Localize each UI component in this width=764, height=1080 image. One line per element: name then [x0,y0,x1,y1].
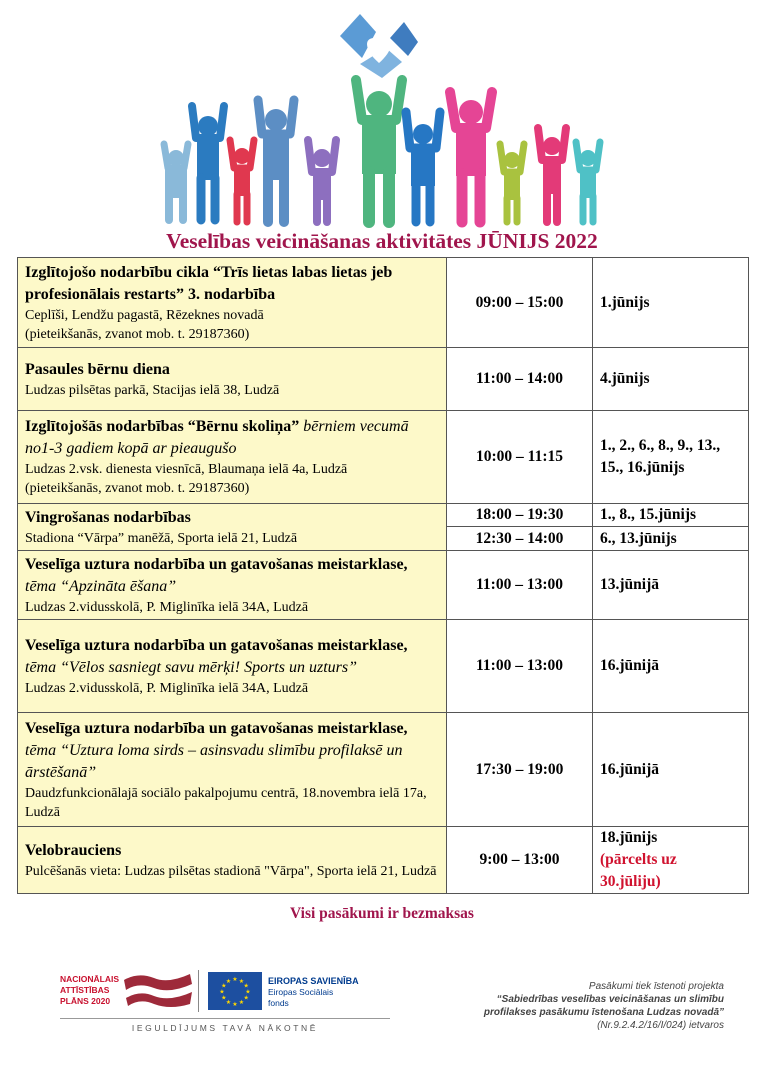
event-date: 6., 13.jūnijs [593,527,749,551]
event-name: Veselīga uztura nodarbība un gatavošanas meistarklase, [25,636,408,654]
event-date [593,827,749,894]
event-registration-note: (pieteikšanās, zvanot mob. t. 29187360) [25,326,250,342]
svg-text:★: ★ [225,999,232,1007]
event-registration-note: (pieteikšanās, zvanot mob. t. 29187360) [25,481,250,496]
event-location: Ludzas 2.vidusskolā, P. Miglinīka ielā 34A, Ludzā [25,599,309,615]
event-date: 1., 8., 15.jūnijs [593,504,749,527]
project-note-line: profilakses pasākumu īstenošana Ludzas novadā” [483,1007,724,1018]
table-row [18,348,749,411]
event-location: Ludzas 2.vsk. dienesta viesnīcā, Blaumaņa ielā 4a, Ludzā [25,462,348,477]
project-note [404,980,724,1032]
nap-logo-line: PLĀNS 2020 [60,996,111,1006]
svg-text:★: ★ [243,982,249,990]
page-title: Veselības veicināšanas aktivitātes JŪNIJS 2022 [166,229,598,253]
event-location: Stadiona “Vārpa” manēžā, Sporta ielā 21, Ludzā [25,530,298,546]
event-name: Izglītojošo nodarbību cikla “Trīs lietas labas lietas jeb profesionālais restarts” 3. nodarbība [25,263,393,303]
table-row [18,258,749,348]
event-location: Daudzfunkcionālajā sociālo pakalpojumu centrā, 18.novembra ielā 17a, Ludzā [25,785,427,820]
event-cell [18,827,447,894]
event-cell [18,620,447,713]
event-location: Pulcēšanās vieta: Ludzas pilsētas stadionā "Vārpa", Sporta ielā 21, Ludzā [25,863,437,879]
svg-text:★: ★ [221,982,227,990]
event-name: Pasaules bērnu diena [25,360,170,378]
event-topic: tēma “Vēlos sasniegt savu mērķi! Sports un uzturs” [25,658,357,676]
event-time: 17:30 – 19:00 [447,713,593,827]
eu-fund-line: Eiropas Sociālais [268,987,334,997]
event-time: 10:00 – 11:15 [447,411,593,504]
event-name: Velobrauciens [25,841,122,859]
event-time: 11:00 – 13:00 [447,620,593,713]
svg-text:★: ★ [219,988,225,996]
event-cell [18,713,447,827]
event-cell [18,411,447,504]
event-date: 1.jūnijs [593,258,749,348]
eu-flag-icon [208,972,262,1010]
postponed-note: (pārcelts uz 30.jūliju) [600,851,677,890]
svg-text:★: ★ [225,977,232,985]
heart-icon [340,14,418,78]
event-cell [18,348,447,411]
event-name: Izglītojošās nodarbības “Bērnu skoliņa” [25,418,300,435]
schedule-table [17,257,749,894]
svg-text:★: ★ [232,1001,238,1008]
event-location: Ludzas 2.vidusskolā, P. Miglinīka ielā 34A, Ludzā [25,680,309,696]
table-row [18,411,749,504]
event-cell [18,551,447,620]
event-date: 1., 2., 6., 8., 9., 13., 15., 16.jūnijs [593,411,749,504]
svg-text:★: ★ [232,976,238,983]
event-time: 11:00 – 14:00 [447,348,593,411]
divider [60,1018,390,1019]
nap-2020-logo [60,970,195,1012]
investment-slogan: IEGULDĪJUMS TAVĀ NĀKOTNĒ [131,1023,319,1033]
people-illustration [150,8,620,230]
event-cell [18,258,447,348]
eu-title: EIROPAS SAVIENĪBA [268,976,359,986]
event-name: Veselīga uztura nodarbība un gatavošanas meistarklase, [25,555,408,573]
free-events-note: Visi pasākumi ir bezmaksas [290,905,474,922]
svg-text:★: ★ [238,999,245,1007]
event-time: 11:00 – 13:00 [447,551,593,620]
table-row [18,504,749,527]
table-row [18,713,749,827]
event-date: 16.jūnijā [593,620,749,713]
event-time: 18:00 – 19:30 [447,504,593,527]
event-time: 9:00 – 13:00 [447,827,593,894]
event-time: 12:30 – 14:00 [447,527,593,551]
event-date: 16.jūnijā [593,713,749,827]
table-row [18,620,749,713]
svg-text:★: ★ [238,977,245,985]
event-date-value: 18.jūnijs [600,829,658,846]
table-row [18,827,749,894]
event-location: Ceplīši, Lendžu pagastā, Rēzeknes novadā [25,307,264,323]
event-name: Vingrošanas nodarbības [25,508,191,526]
svg-text:★: ★ [221,994,227,1002]
project-note-line: (Nr.9.2.4.2/16/I/024) ietvaros [597,1020,724,1031]
latvia-flag-icon [120,970,195,1010]
event-time: 09:00 – 15:00 [447,258,593,348]
svg-text:★: ★ [243,994,249,1002]
table-row [18,551,749,620]
event-cell [18,504,447,551]
project-note-line: Pasākumi tiek īstenoti projekta [588,981,724,992]
project-note-line: “Sabiedrības veselības veicināšanas un slimību [496,994,724,1005]
svg-text:★: ★ [245,988,251,996]
eu-logo-text [268,975,359,1008]
event-audience: bērniem vecumā no1-3 gadiem kopā ar pieaugušo [25,418,409,457]
eu-fund-line: fonds [268,997,289,1008]
event-topic: tēma “Uztura loma sirds – asinsvadu slimību profilaksē un ārstēšanā” [25,741,403,781]
event-name: Veselīga uztura nodarbība un gatavošanas meistarklase, [25,719,408,737]
event-date: 4.jūnijs [593,348,749,411]
nap-logo-line: ATTĪSTĪBAS [60,985,110,995]
nap-logo-line: NACIONĀLAIS [60,974,120,984]
logo-divider [198,970,199,1012]
event-location: Ludzas pilsētas parkā, Stacijas ielā 38, Ludzā [25,382,280,398]
event-topic: tēma “Apzināta ēšana” [25,577,177,595]
event-date: 13.jūnijā [593,551,749,620]
